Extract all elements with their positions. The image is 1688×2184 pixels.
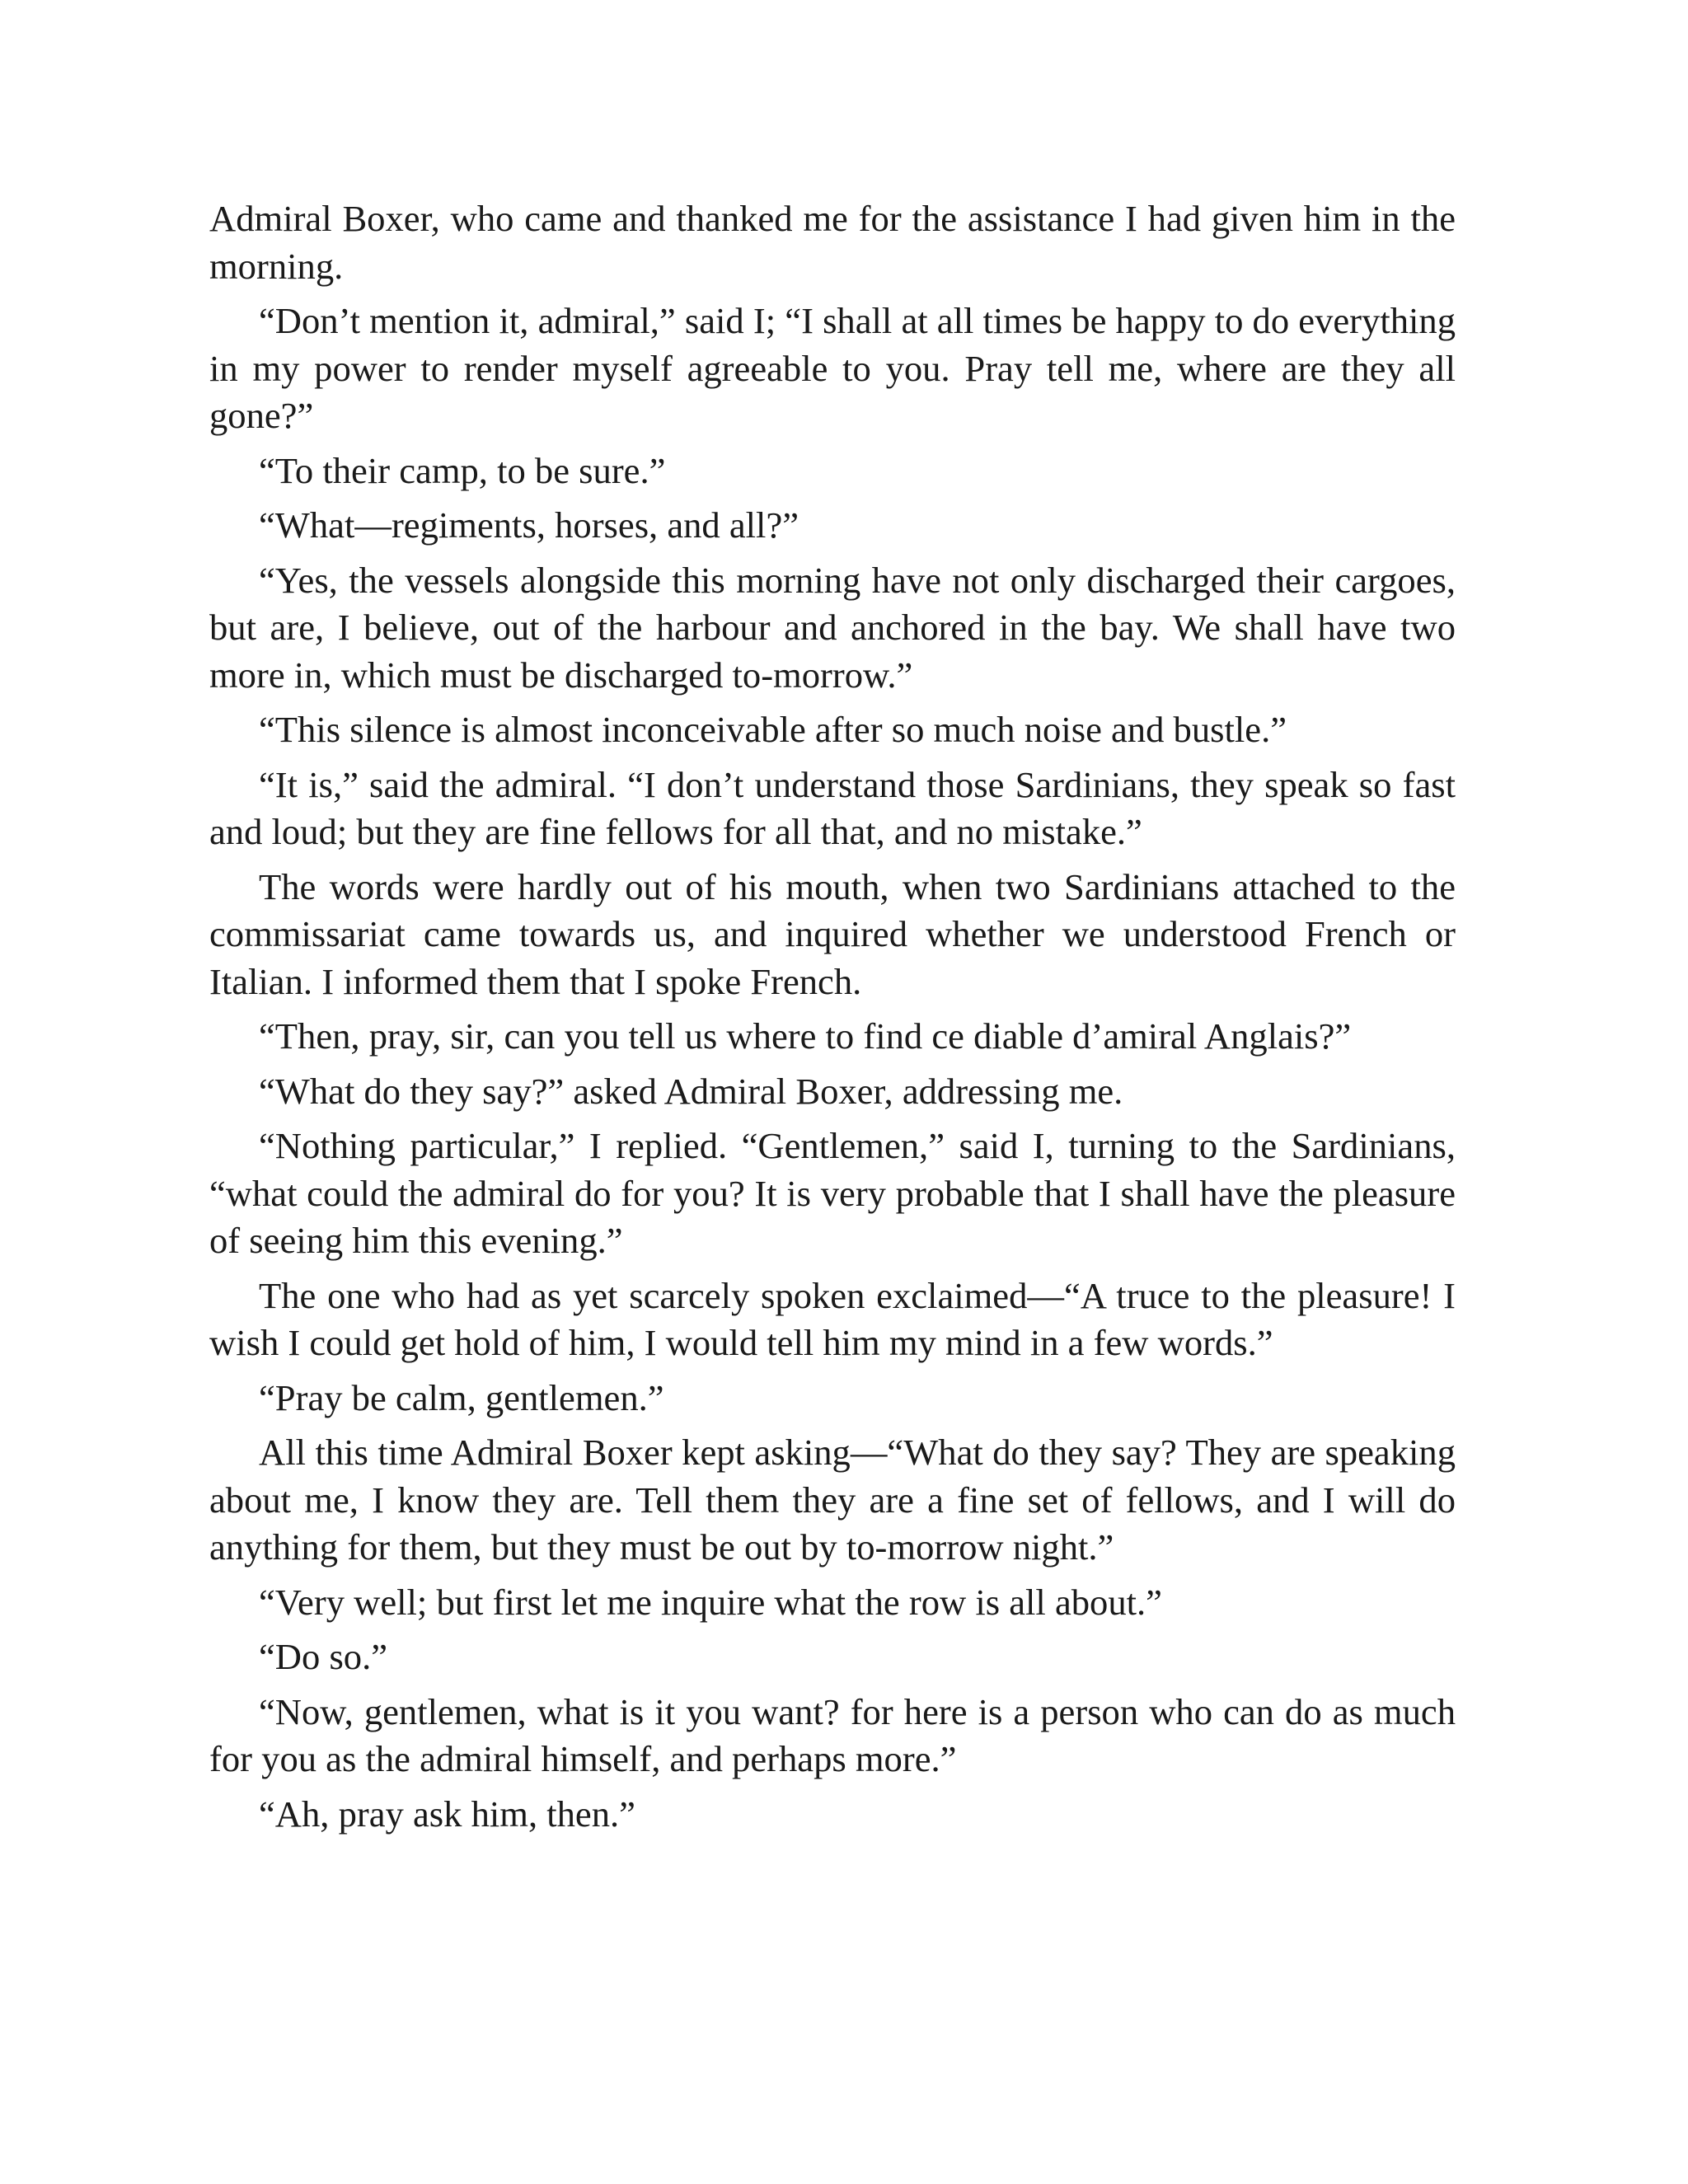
paragraph-4: “What—regiments, horses, and all?” (259, 504, 799, 546)
paragraph-17: “Now, gentlemen, what is it you want? for here is a person who can do as much for you as the admiral himself, and perhaps more.” (209, 1690, 1456, 1779)
paragraph-5: “Yes, the vessels alongside this morning have not only discharged their cargoes, but are, I believe, out of the harbour and anchored in the bay. We shall have two more in, which must be discharged to-morrow.” (209, 559, 1456, 696)
paragraph-11: “Nothing particular,” I replied. “Gentlemen,” said I, turning to the Sardinians, “what could the admiral do for you? It is very probable that I shall have the pleasure of seeing him this evening.” (209, 1125, 1456, 1261)
paragraph-13: “Pray be calm, gentlemen.” (259, 1376, 664, 1418)
paragraph-12: The one who had as yet scarcely spoken exclaimed—“A truce to the pleasure! I wish I could get hold of him, I would tell him my mind in a few words.” (209, 1274, 1456, 1363)
paragraph-7: “It is,” said the admiral. “I don’t understand those Sardinians, they speak so fast and loud; but they are fine fellows for all that, and no mistake.” (209, 763, 1456, 852)
paragraph-15: “Very well; but first let me inquire what the row is all about.” (259, 1581, 1162, 1623)
paragraph-9: “Then, pray, sir, can you tell us where to find ce diable d’amiral Anglais?” (259, 1015, 1352, 1057)
paragraph-8: The words were hardly out of his mouth, when two Sardinians attached to the commissariat came towards us, and inquired whether we understood French or Italian. I informed them that I spoke French. (209, 865, 1456, 1002)
paragraph-16: “Do so.” (259, 1636, 388, 1677)
paragraph-14: All this time Admiral Boxer kept asking—“What do they say? They are speaking about me, I know they are. Tell them they are a fine set of fellows, and I will do anything for them, but they must be out by to-morrow night.” (209, 1432, 1456, 1568)
paragraph-18: “Ah, pray ask him, then.” (259, 1793, 635, 1835)
paragraph-2: “Don’t mention it, admiral,” said I; “I shall at all times be happy to do everything in my power to render myself agreeable to you. Pray tell me, where are they all gone?” (209, 300, 1456, 436)
paragraph-6: “This silence is almost inconceivable after so much noise and bustle.” (259, 709, 1287, 750)
page-body (209, 195, 1456, 1845)
paragraph-10: “What do they say?” asked Admiral Boxer, addressing me. (259, 1070, 1123, 1112)
paragraph-3: “To their camp, to be sure.” (259, 449, 666, 491)
paragraph-1: Admiral Boxer, who came and thanked me for the assistance I had given him in the morning. (209, 198, 1456, 287)
